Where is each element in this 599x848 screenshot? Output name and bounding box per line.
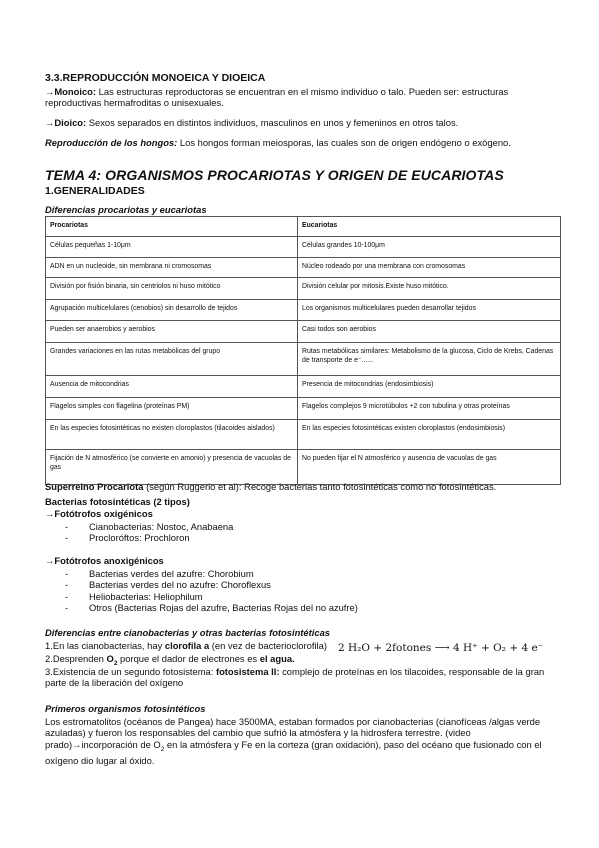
list-item: - Heliobacterias: Heliophilum <box>45 591 560 602</box>
table-row <box>46 300 561 321</box>
list-item: - Bacterias verdes del no azufre: Choroflexus <box>45 579 560 590</box>
bacterias-fotosinteticas-heading: Bacterias fotosintéticas (2 tipos) <box>45 496 190 507</box>
subscript: 2 <box>113 659 118 667</box>
table-cell: Casi todos son aerobios <box>298 321 561 343</box>
superreino-paragraph <box>45 481 560 492</box>
photosynthesis-equation: 2 H₂O + 2fotones ⟶ 4 H⁺ + O₂ + 4 e⁻ <box>338 642 544 654</box>
table-cell: Células grandes 10-100μm <box>298 237 561 258</box>
table-header-row <box>46 217 561 237</box>
cianobacterias-diff-heading: Diferencias entre cianobacterias y otras bacterias fotosintéticas <box>45 627 331 638</box>
table-cell: No pueden fijar el N atmosférico y ausencia de vacuolas de gas <box>298 450 561 485</box>
table-row <box>46 450 561 485</box>
comparison-table <box>45 216 561 485</box>
hongos-paragraph <box>45 137 560 148</box>
table-cell: Presencia de mitocondrias (endosimbiosis) <box>298 376 561 398</box>
dioico-term: →Dioico: <box>45 117 87 128</box>
clorofila-a-term: clorofila a <box>164 640 210 651</box>
tema-4-title: TEMA 4: ORGANISMOS PROCARIOTAS Y ORIGEN DE EUCARIOTAS <box>45 167 504 183</box>
anoxigenicos-list <box>45 568 560 614</box>
text-fragment: 2.Desprenden <box>45 653 107 664</box>
list-item: - Otros (Bacterias Rojas del azufre, Bacterias Rojas del no azufre) <box>45 602 560 613</box>
primeros-paragraph <box>45 716 560 767</box>
oxygen-term: O <box>106 653 114 664</box>
table-cell: División celular por mitosis.Existe huso mitótico. <box>298 278 561 300</box>
primeros-organismos-heading: Primeros organismos fotosintéticos <box>45 703 206 714</box>
anoxigenicos-heading: →Fotótrofos anoxigénicos <box>45 555 164 566</box>
table-row <box>46 258 561 278</box>
table-row <box>46 376 561 398</box>
section-3-3-title: 3.3.REPRODUCCIÓN MONOEICA Y DIOEICA <box>45 72 266 84</box>
hongos-term: Reproducción de los hongos: <box>45 137 178 148</box>
table-header-cell: Procariotas <box>46 217 298 237</box>
cianodiff-line-3 <box>45 666 560 689</box>
table-row <box>46 420 561 450</box>
table-cell: Fijación de N atmosférico (se convierte en amonio) y presencia de vacuolas de gas <box>46 450 298 485</box>
table-row <box>46 398 561 420</box>
fotosistema-ii-term: fotosistema II: <box>215 666 280 677</box>
table-cell: Núcleo rodeado por una membrana con cromosomas <box>298 258 561 278</box>
table-row <box>46 278 561 300</box>
table-row <box>46 343 561 376</box>
list-item: - Procloróftos: Prochloron <box>45 532 560 543</box>
table-cell: ADN en un nucleoide, sin membrana ni cromosomas <box>46 258 298 278</box>
text-fragment: 1.En las cianobacterias, hay <box>45 640 165 651</box>
text-fragment: complejo de proteínas en los tilacoides, responsable de la gran parte de la liberación del oxígeno <box>45 666 545 689</box>
table-cell: Grandes variaciones en las rutas metabólicas del grupo <box>46 343 298 376</box>
superreino-text: (según Ruggerio et al): Recoge bacterias tanto fotosintéticas como no fotosintéticas. <box>143 481 497 492</box>
subscript: 2 <box>160 745 165 753</box>
table-row <box>46 237 561 258</box>
table-cell: En las especies fotosintéticas no existen cloroplastos (tilacoides aislados) <box>46 420 298 450</box>
table-cell: Flagelos simples con flagelina (proteínas PM) <box>46 398 298 420</box>
monoico-term: →Monoico: <box>45 86 97 97</box>
oxigenicos-list <box>45 521 560 544</box>
hongos-text: Los hongos forman meiosporas, las cuales son de origen endógeno o exógeno. <box>177 137 511 148</box>
text-fragment: porque el dador de electrones es <box>117 653 260 664</box>
dioico-text: Sexos separados en distintos individuos, masculinos en unos y femeninos en otros talos. <box>86 117 459 128</box>
table-row <box>46 321 561 343</box>
table-cell: Los organismos multicelulares pueden desarrollar tejidos <box>298 300 561 321</box>
monoico-paragraph <box>45 86 560 109</box>
table-cell: Flagelos complejos 9 microtúbulos +2 con tubulina y otras proteínas <box>298 398 561 420</box>
table-cell: División por fisión binaria, sin centriolos ni huso mitótico <box>46 278 298 300</box>
table-cell: Pueden ser anaerobios y aerobios <box>46 321 298 343</box>
text-fragment: en la atmósfera y Fe en la corteza (gran oxidación), paso del océano que fusionado con el oxígeno dio lugar al óxido. <box>45 738 542 767</box>
list-item: - Bacterias verdes del azufre: Chorobium <box>45 568 560 579</box>
diferencias-subheading: Diferencias procariotas y eucariotas <box>45 204 207 215</box>
oxigenicos-heading: →Fotótrofos oxigénicos <box>45 508 153 519</box>
agua-term: el agua. <box>259 653 295 664</box>
dioico-paragraph <box>45 117 560 128</box>
table-header-cell: Eucariotas <box>298 217 561 237</box>
text-fragment: 3.Existencia de un segundo fotosistema: <box>45 666 216 677</box>
superreino-term: Superreino Procariota <box>45 481 144 492</box>
table-cell: Agrupación multicelulares (cenobios) sin desarrollo de tejidos <box>46 300 298 321</box>
cianodiff-line-1 <box>45 640 345 651</box>
table-cell: Rutas metabólicas similares: Metabolismo de la glucosa, Ciclo de Krebs, Cadenas de transporte de e⁻...... <box>298 343 561 376</box>
list-item: - Cianobacterias: Nostoc, Anabaena <box>45 521 560 532</box>
text-fragment: (en vez de bacterioclorofila) <box>209 640 327 651</box>
table-cell: En las especies fotosintéticas existen cloroplastos (endosimbiosis) <box>298 420 561 450</box>
table-cell: Células pequeñas 1-10μm <box>46 237 298 258</box>
generalidades-heading: 1.GENERALIDADES <box>45 185 145 197</box>
table-cell: Ausencia de mitocondrias <box>46 376 298 398</box>
monoico-text: Las estructuras reproductoras se encuentran en el mismo individuo o talo. Pueden ser: estructuras reproductivas hermafroditas o unisexuales. <box>45 86 509 109</box>
text-fragment: Los estromatolitos (océanos de Pangea) hace 3500MA, estaban formados por cianobacterias (cianofíceas /algas verde azuladas) y fueron los responsables del cambio que sufrió la atmósfera y la hidrosfera terrestre. (video prado)→incorporación de O <box>45 716 541 750</box>
